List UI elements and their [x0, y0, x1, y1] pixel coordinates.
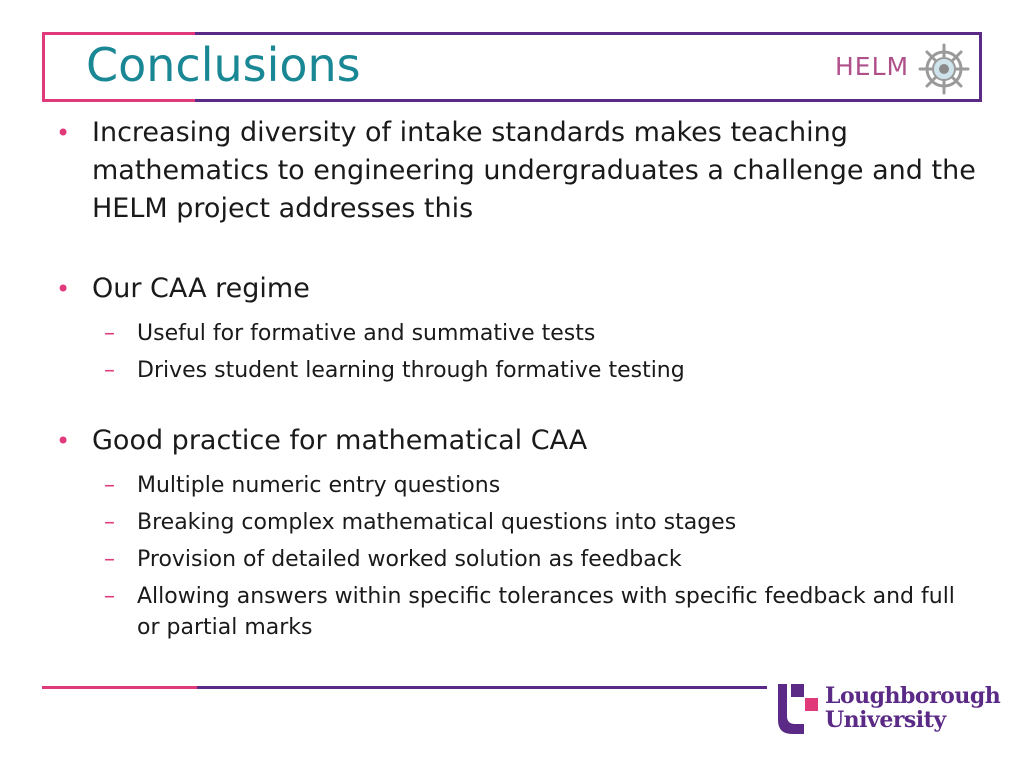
sub-marker: – — [104, 358, 115, 383]
sub-marker: – — [104, 547, 115, 572]
sub-item — [54, 470, 984, 501]
sub-text: Allowing answers within specific tolerances with specific feedback and full or partial marks — [137, 584, 955, 640]
footer-line-pink — [42, 686, 197, 689]
bullet-marker: • — [56, 427, 71, 455]
sub-item — [54, 544, 984, 575]
ship-wheel-icon — [917, 42, 971, 96]
sub-list — [54, 470, 984, 643]
helm-logo — [835, 40, 975, 96]
bullet-text: Increasing diversity of intake standards makes teaching mathematics to engineering undergraduates a challenge and the HELM project addresses this — [92, 117, 976, 224]
sub-list — [54, 318, 984, 386]
bullet-marker: • — [56, 275, 71, 303]
sub-marker: – — [104, 510, 115, 535]
title-frame-accent-left — [42, 32, 45, 102]
sub-text: Drives student learning through formative testing — [137, 358, 685, 383]
bullet-item — [54, 114, 984, 228]
sub-text: Provision of detailed worked solution as feedback — [137, 547, 682, 572]
university-crest-icon — [778, 684, 818, 734]
bullet-item — [54, 270, 984, 308]
sub-text: Breaking complex mathematical questions into stages — [137, 510, 737, 535]
slide-content — [54, 114, 984, 649]
bullet-text: Our CAA regime — [92, 273, 310, 304]
bullet-marker: • — [56, 119, 71, 147]
sub-item — [54, 318, 984, 349]
bullet-item — [54, 422, 984, 460]
university-name-line2: University — [825, 707, 946, 733]
slide-title: Conclusions — [86, 38, 361, 92]
university-name-line1: Loughborough — [825, 683, 1001, 709]
sub-item — [54, 581, 984, 643]
sub-marker: – — [104, 473, 115, 498]
university-name — [825, 684, 1000, 732]
sub-marker: – — [104, 584, 115, 609]
sub-text: Multiple numeric entry questions — [137, 473, 501, 498]
helm-logo-text: HELM — [835, 52, 910, 81]
sub-marker: – — [104, 321, 115, 346]
footer-line-purple — [197, 686, 767, 689]
sub-item — [54, 355, 984, 386]
bullet-text: Good practice for mathematical CAA — [92, 425, 588, 456]
sub-item — [54, 507, 984, 538]
loughborough-university-logo — [778, 684, 1008, 740]
title-frame-accent-bottom — [42, 99, 195, 102]
sub-text: Useful for formative and summative tests — [137, 321, 596, 346]
